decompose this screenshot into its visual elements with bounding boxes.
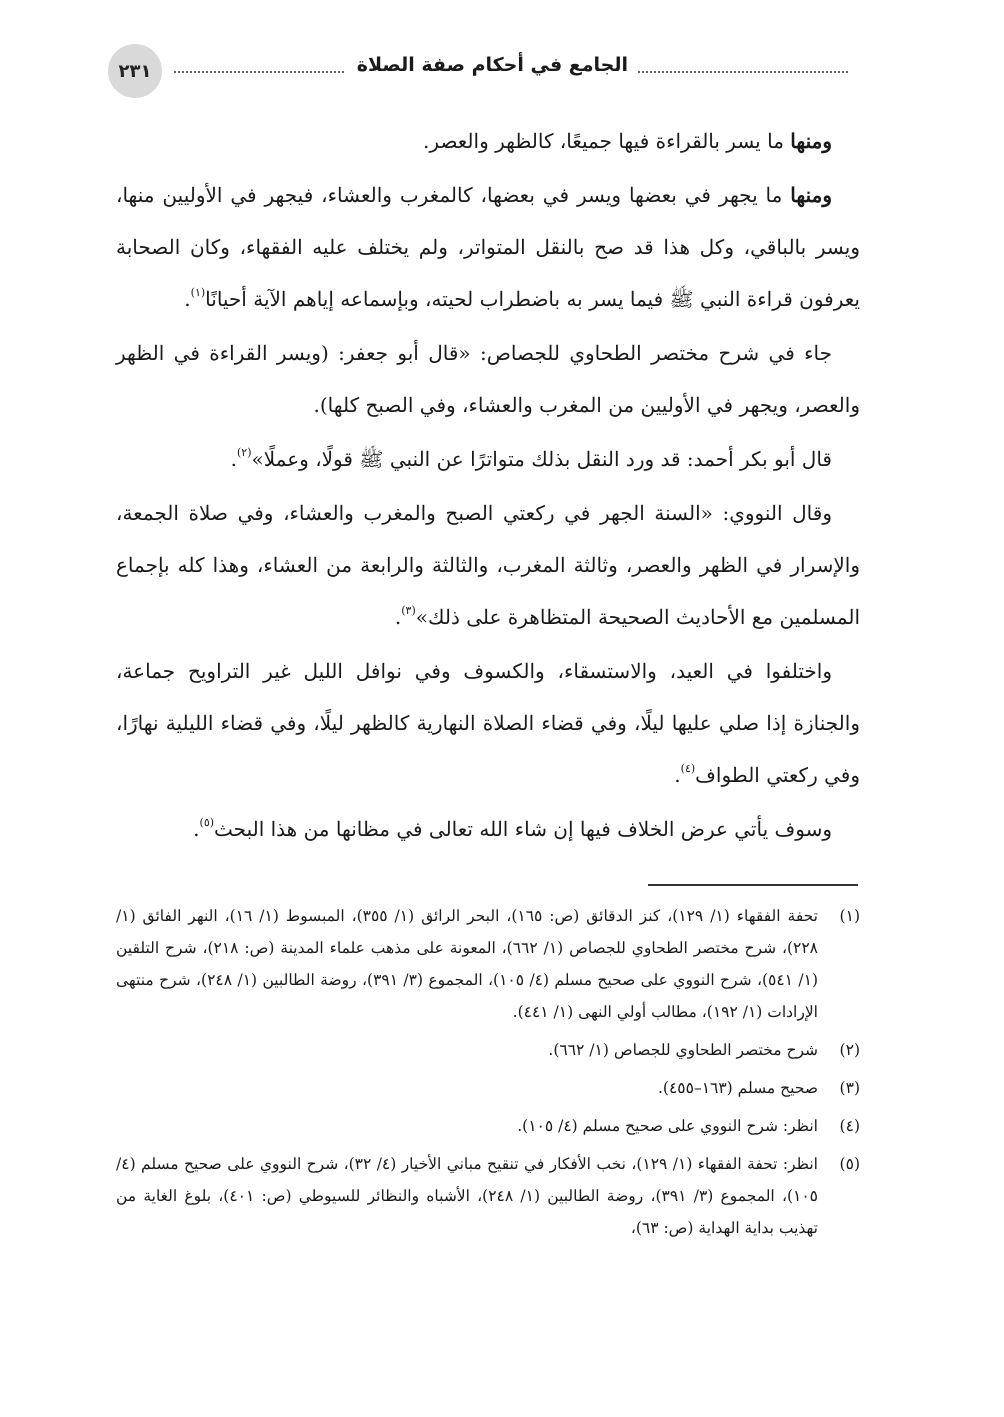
footnote-ref[interactable]: (٥)	[199, 816, 215, 829]
paragraph-text: قال أبو بكر أحمد: قد ورد النقل بذلك متواترًا عن النبي ﷺ قولًا، وعملًا»	[251, 447, 832, 471]
footnote	[116, 900, 860, 1028]
main-text	[116, 115, 860, 857]
paragraph-end: .	[184, 287, 191, 311]
paragraph-lead: ومنها	[790, 183, 832, 207]
paragraph	[116, 803, 860, 855]
paragraph-text: جاء في شرح مختصر الطحاوي للجصاص: «قال أبو جعفر: (ويسر القراءة في الظهر والعصر، ويجهر في الأوليين من المغرب والعشاء، وفي الصبح كلها).	[116, 341, 860, 417]
footnote-ref[interactable]: (٤)	[680, 762, 696, 775]
paragraph-text: وسوف يأتي عرض الخلاف فيها إن شاء الله تعالى في مظانها من هذا البحث	[214, 817, 832, 841]
page-header	[108, 44, 858, 100]
footnote-number: (٢)	[839, 1041, 860, 1059]
footnote-text: صحيح مسلم (١٦٣–٤٥٥).	[657, 1079, 818, 1097]
paragraph	[116, 115, 860, 167]
paragraph-end: .	[193, 817, 200, 841]
footnote	[116, 1034, 860, 1066]
paragraph	[116, 169, 860, 325]
footnote-ref[interactable]: (٣)	[401, 604, 416, 617]
paragraph-text: ما يسر بالقراءة فيها جميعًا، كالظهر والعصر.	[423, 129, 791, 153]
footnote-text: شرح مختصر الطحاوي للجصاص (١/ ٦٦٢).	[548, 1041, 818, 1059]
footnote-number: (٥)	[839, 1155, 860, 1173]
paragraph-text: واختلفوا في العيد، والاستسقاء، والكسوف وفي نوافل الليل غير التراويح جماعة، والجنازة إذا صلي عليها ليلًا، وفي قضاء الصلاة النهارية كالظهر ليلًا، وفي قضاء الليلية نهارًا، وفي ركعتي الطواف	[116, 659, 860, 787]
footnote	[116, 1148, 860, 1244]
paragraph	[116, 645, 860, 801]
footnote	[116, 1072, 860, 1104]
footnote-ref[interactable]: (١)	[190, 286, 206, 299]
footnote-text: انظر: شرح النووي على صحيح مسلم (٤/ ١٠٥).	[517, 1117, 818, 1135]
paragraph-text: وقال النووي: «السنة الجهر في ركعتي الصبح والمغرب والعشاء، وفي صلاة الجمعة، والإسرار في الظهر والعصر، وثالثة المغرب، والثالثة والرابعة من العشاء، وهذا كله بإجماع المسلمين مع الأحاديث الصحيحة المتظاهرة على ذلك»	[116, 501, 860, 629]
paragraph	[116, 433, 860, 485]
header-dotted-line-left	[174, 71, 344, 73]
paragraph	[116, 487, 860, 643]
page-number: ٢٣١	[108, 44, 162, 98]
footnote-number: (٤)	[839, 1117, 860, 1135]
footnote-number: (٣)	[839, 1079, 860, 1097]
paragraph-end: .	[674, 763, 681, 787]
footnotes	[116, 900, 860, 1250]
paragraph-end: .	[230, 447, 237, 471]
paragraph-end: .	[394, 605, 402, 629]
footnote-text: تحفة الفقهاء (١/ ١٢٩)، كنز الدقائق (ص: ١٦٥)، البحر الرائق (١/ ٣٥٥)، المبسوط (١/ ١٦)، النهر الفائق (١/ ٢٢٨)، شرح مختصر الطحاوي للجصاص (١/ ٦٦٢)، المعونة على مذهب علماء المدينة (ص: ٢١٨)، شرح التلقين (١/ ٥٤١)، شرح النووي على صحيح مسلم (٤/ ١٠٥)، المجموع (٣/ ٣٩١)، روضة الطالبين (١/ ٢٤٨)، شرح منتهى الإرادات (١/ ١٩٢)، مطالب أولي النهى (١/ ٤٤١).	[116, 907, 819, 1021]
paragraph-text: ما يجهر في بعضها ويسر في بعضها، كالمغرب والعشاء، فيجهر في الأوليين منها، ويسر بالباقي، وكل هذا قد صح بالنقل المتواتر، ولم يختلف عليه الفقهاء، وكان الصحابة يعرفون قراءة النبي ﷺ فيما يسر به باضطراب لحيته، وبإسماعه إياهم الآية أحيانًا	[116, 183, 860, 311]
header-dotted-line-right	[638, 71, 848, 73]
footnote-separator	[648, 884, 858, 886]
footnote-ref[interactable]: (٢)	[237, 446, 252, 459]
footnote-number: (١)	[839, 907, 860, 925]
footnote	[116, 1110, 860, 1142]
paragraph	[116, 327, 860, 431]
paragraph-lead: ومنها	[790, 129, 832, 153]
footnote-text: انظر: تحفة الفقهاء (١/ ١٢٩)، نخب الأفكار في تنقيح مباني الأخيار (٤/ ٣٢)، شرح النووي على صحيح مسلم (٤/ ١٠٥)، المجموع (٣/ ٣٩١)، روضة الطالبين (١/ ٢٤٨)، الأشباه والنظائر للسيوطي (ص: ٤٠١)، بلوغ الغاية من تهذيب بداية الهداية (ص: ٦٣)،	[116, 1155, 818, 1237]
running-title: الجامع في أحكام صفة الصلاة	[356, 54, 628, 76]
